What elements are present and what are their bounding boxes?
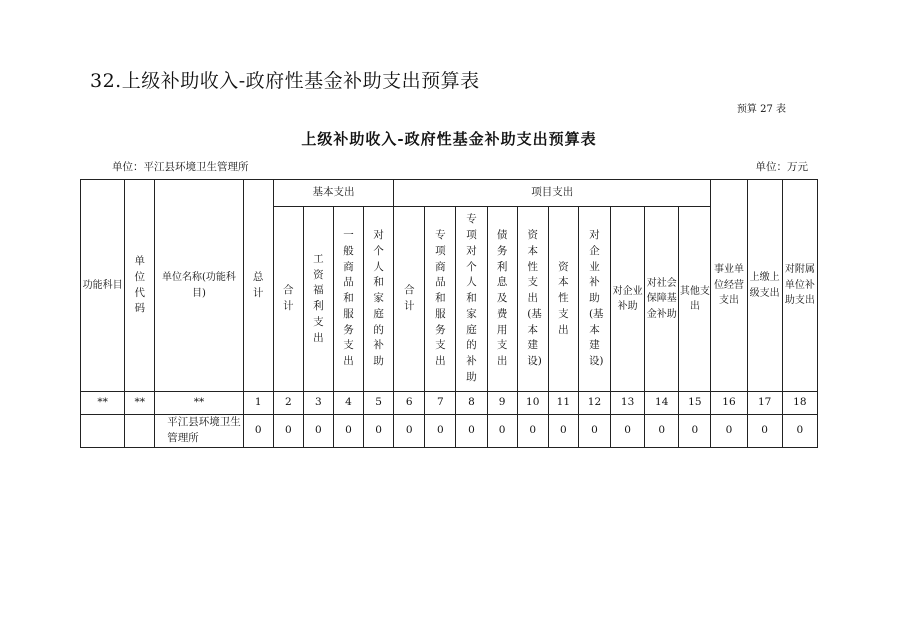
header-unit-name: 单位名称(功能科目) [155,180,243,392]
header-personal-subsidy: 对个人和家庭的补助 [364,207,394,392]
header-social-security: 对社会保障基金补助 [645,207,679,392]
budget-table [80,179,818,448]
cell-value: 0 [711,415,747,448]
header-business-expense: 事业单位经营支出 [711,180,747,392]
cell-value: 0 [303,415,333,448]
header-special-personal: 专项对个人和家庭的补助 [456,207,487,392]
cell-value: 0 [456,415,487,448]
header-project-group: 项目支出 [394,180,711,207]
header-subsidiary-subsidy: 对附属单位补助支出 [782,180,817,392]
cell-value: 0 [364,415,394,448]
table-title: 上级补助收入-政府性基金补助支出预算表 [301,130,597,148]
document-heading: 32.上级补助收入-政府性基金补助支出预算表 [90,70,480,92]
cell-func-subject [81,415,125,448]
cell-value: 0 [578,415,610,448]
header-other-expense: 其他支出 [679,207,711,392]
header-capital: 资本性支出 [548,207,578,392]
header-goods-services: 一般商品和服务支出 [333,207,363,392]
header-project-subtotal: 合计 [394,207,425,392]
cell-value: 0 [333,415,363,448]
cell-value: 0 [243,415,273,448]
header-unit-code: 单位代码 [125,180,155,392]
cell-value: 0 [487,415,517,448]
header-enterprise-subsidy: 对企业补助 [611,207,645,392]
table-row [81,415,818,448]
cell-unit-code [125,415,155,448]
header-enterprise-construction: 对企业补助(基本建设) [578,207,610,392]
cell-value: 0 [747,415,782,448]
cell-value: 0 [517,415,548,448]
header-special-goods: 专项商品和服务支出 [425,207,456,392]
header-total: 总计 [243,180,273,392]
table-number: 预算 27 表 [736,104,786,115]
header-debt-interest: 债务利息及费用支出 [487,207,517,392]
column-code-row: ** ** ** 1 2 3 4 5 6 7 8 9 10 11 12 13 14 15 16 17 18 [81,392,818,415]
header-func-subject: 功能科目 [81,180,125,392]
header-upper-remit: 上缴上级支出 [747,180,782,392]
cell-value: 0 [679,415,711,448]
cell-value: 0 [394,415,425,448]
cell-unit-name: 平江县环境卫生管理所 [155,415,243,448]
unit-label: 单位：平江县环境卫生管理所 [112,161,249,173]
cell-value: 0 [645,415,679,448]
header-basic-subtotal: 合计 [273,207,303,392]
currency-unit-label: 单位：万元 [755,161,808,173]
header-capital-construction: 资本性支出(基本建设) [517,207,548,392]
cell-value: 0 [273,415,303,448]
cell-value: 0 [548,415,578,448]
cell-value: 0 [425,415,456,448]
cell-value: 0 [611,415,645,448]
cell-value: 0 [782,415,817,448]
header-salary-welfare: 工资福利支出 [303,207,333,392]
header-basic-group: 基本支出 [273,180,393,207]
